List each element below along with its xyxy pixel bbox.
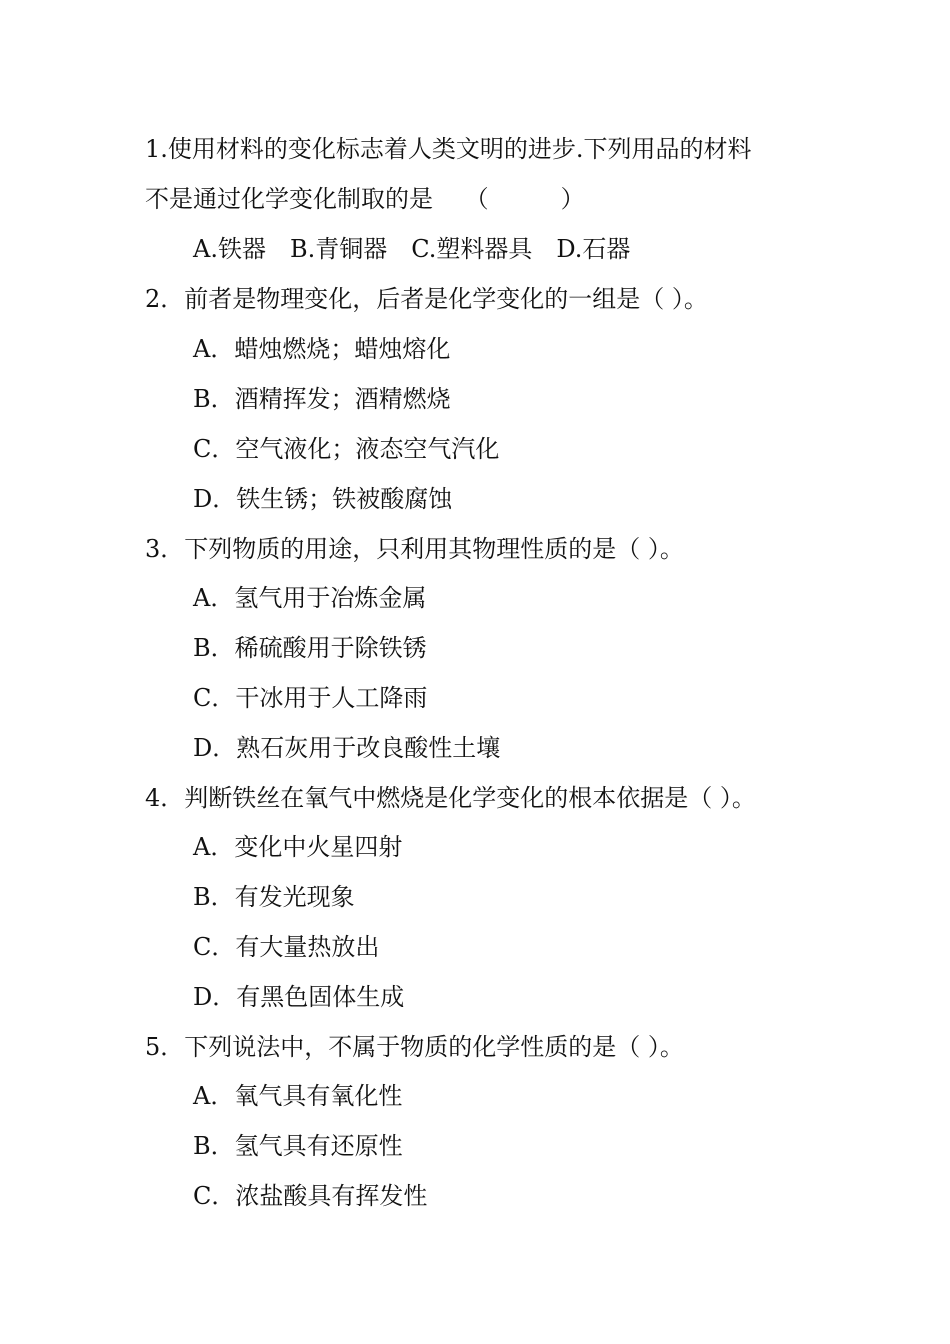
question-4-option-d: D．有黑色固体生成 bbox=[193, 983, 405, 1011]
question-5-option-c: C．浓盐酸具有挥发性 bbox=[193, 1182, 428, 1210]
question-1-options: A.铁器 B.青铜器 C.塑料器具 D.石器 bbox=[193, 235, 631, 263]
question-4-option-b: B．有发光现象 bbox=[193, 883, 355, 911]
question-2-option-d: D．铁生锈；铁被酸腐蚀 bbox=[193, 485, 453, 513]
question-5-option-b: B．氢气具有还原性 bbox=[193, 1132, 403, 1160]
question-4-option-a: A．变化中火星四射 bbox=[193, 833, 403, 861]
question-3-option-b: B．稀硫酸用于除铁锈 bbox=[193, 634, 427, 662]
question-3-stem: 3．下列物质的用途，只利用其物理性质的是（ ）。 bbox=[145, 535, 684, 563]
question-5-stem: 5．下列说法中，不属于物质的化学性质的是（ ）。 bbox=[145, 1033, 684, 1061]
question-1-stem-line-2: 不是通过化学变化制取的是 （ ） bbox=[145, 185, 585, 213]
question-5-option-a: A．氧气具有氧化性 bbox=[193, 1082, 403, 1110]
question-4-option-c: C．有大量热放出 bbox=[193, 933, 380, 961]
question-3-option-a: A．氢气用于冶炼金属 bbox=[193, 584, 427, 612]
question-2-option-c: C．空气液化；液态空气汽化 bbox=[193, 435, 500, 463]
question-1-stem-line-1: 1.使用材料的变化标志着人类文明的进步.下列用品的材料 bbox=[145, 135, 752, 163]
question-4-stem: 4．判断铁丝在氧气中燃烧是化学变化的根本依据是（ ）。 bbox=[145, 784, 756, 812]
question-3-option-c: C．干冰用于人工降雨 bbox=[193, 684, 428, 712]
question-3-option-d: D．熟石灰用于改良酸性土壤 bbox=[193, 734, 501, 762]
question-2-option-b: B．酒精挥发；酒精燃烧 bbox=[193, 385, 451, 413]
question-2-stem: 2．前者是物理变化，后者是化学变化的一组是（ ）。 bbox=[145, 285, 708, 313]
question-2-option-a: A．蜡烛燃烧；蜡烛熔化 bbox=[193, 335, 451, 363]
